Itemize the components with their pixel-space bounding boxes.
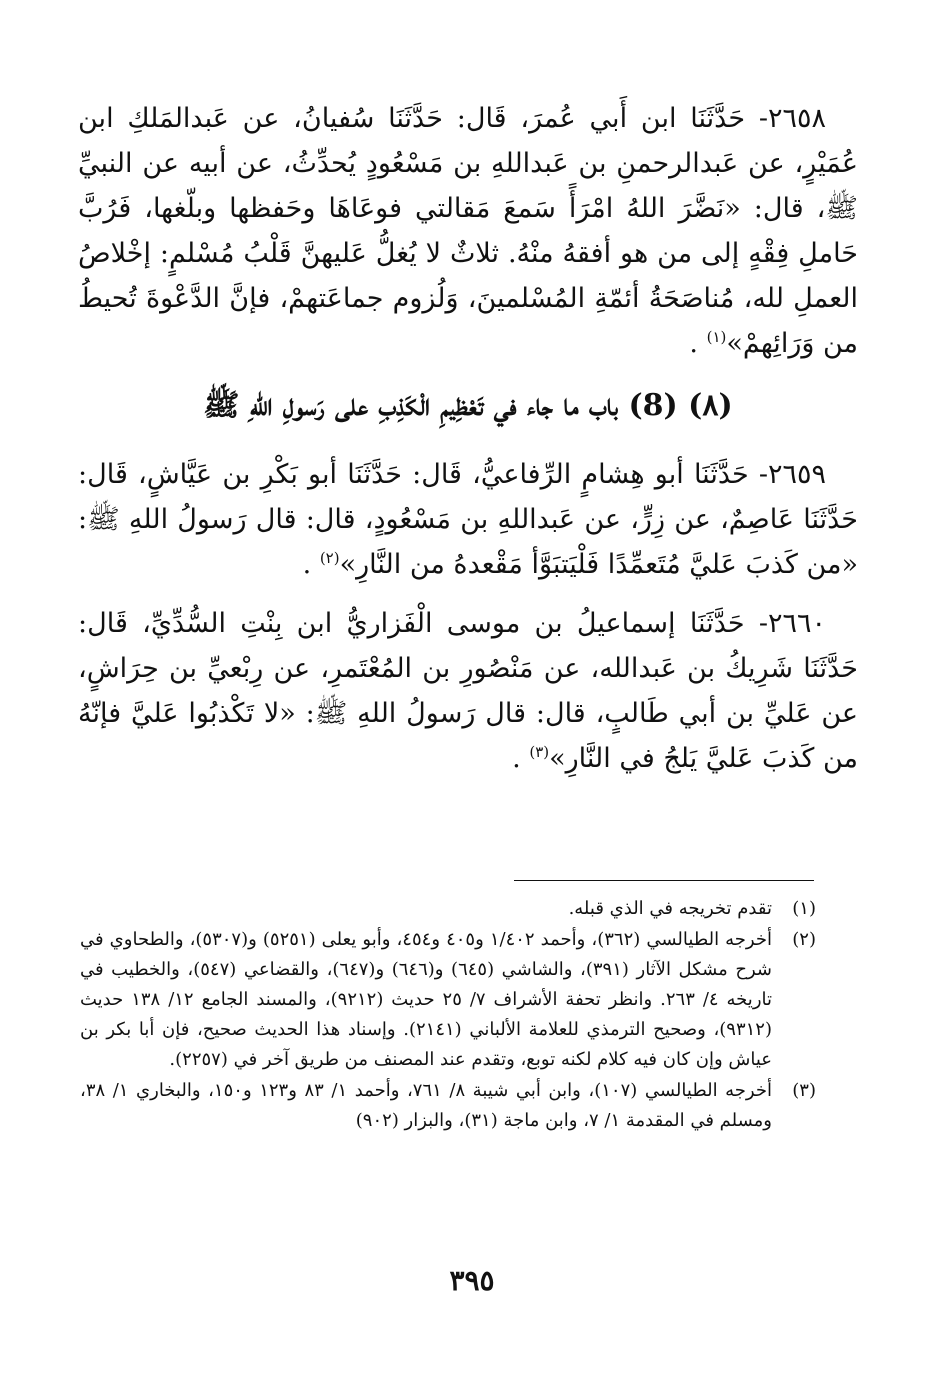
chapter-heading: (٨) (8) باب ما جاء في تَعْظِيمِ الْكَذِبِ على رَسولِ اللهِ ﷺ	[203, 388, 733, 423]
hadith-2658	[78, 96, 858, 366]
hadith-trail: .	[302, 549, 320, 580]
hadith-text: ٢٦٥٨- حَدَّثَنَا ابن أَبي عُمرَ، قَال: حَدَّثَنَا سُفيانُ، عن عَبدالمَلكِ ابن عُمَيْرٍ، عن عَبدالرحمنِ بن عَبداللهِ بن مَسْعُودٍ يُحدِّثُ، عن أبيه عن النبيِّ ﷺ، قال: «نَضَّرَ اللهُ امْرَأً سَمعَ مَقالتي فوعَاهَا وحَفظها وبلّغها، فَرُبَّ حَاملِ فِقْهٍ إلى من هو أفقهُ منْهُ. ثلاثٌ لا يُغلُّ عَليهنَّ قَلْبُ مُسْلمٍ: إخْلاصُ العملِ لله، مُناصَحَةُ أئمّةِ المُسْلمينَ، وَلُزوم جماعَتهمْ، فإنَّ الدَّعْوةَ تُحيطُ من وَرَائِهمْ»	[78, 103, 858, 359]
footnote-3	[80, 1076, 816, 1136]
footnote-ref: (٢)	[319, 549, 340, 567]
footnote-text: تقدم تخريجه في الذي قبله.	[568, 898, 772, 919]
footnote-2	[80, 925, 816, 1075]
footnote-ref: (١)	[706, 328, 727, 346]
footnote-number: (٢)	[792, 929, 816, 950]
hadith-trail: .	[689, 328, 707, 359]
footnote-1	[80, 894, 816, 924]
footnote-text: أخرجه الطيالسي (٣٦٢)، وأحمد ١/٤٠٢ و٤٠٥ و٤٥٤، وأبو يعلى (٥٢٥١) و(٥٣٠٧)، والطحاوي في شرح مشكل الآثار (٣٩١)، والشاشي (٦٤٥) و(٦٤٦) و(٦٤٧)، والقضاعي (٥٤٧)، والخطيب في تاريخه ٤/ ٢٦٣. وانظر تحفة الأشراف ٧/ ٢٥ حديث (٩٢١٢)، والمسند الجامع ١٢/ ١٣٨ حديث (٩٣١٢)، وصحيح الترمذي للعلامة الألباني (٢١٤١). وإسناد هذا الحديث صحيح، فإن أبا بكر بن عياش وإن كان فيه كلام لكنه توبع، وتقدم عند المصنف من طريق آخر في (٢٢٥٧).	[80, 929, 772, 1070]
footnote-text: أخرجه الطيالسي (١٠٧)، وابن أبي شيبة ٨/ ٧٦١، وأحمد ١/ ٨٣ و١٢٣ و١٥٠، والبخاري ١/ ٣٨، ومسلم في المقدمة ١/ ٧، وابن ماجة (٣١)، والبزار (٩٠٢)	[80, 1080, 772, 1131]
footnote-separator	[514, 880, 814, 881]
footnote-number: (١)	[792, 898, 816, 919]
hadith-text: ٢٦٥٩- حَدَّثَنَا أبو هِشامٍ الرِّفاعيُّ، قَال: حَدَّثَنَا أبو بَكْرِ بن عَيَّاشٍ، قَال: حَدَّثَنَا عَاصِمٌ، عن زِرٍّ، عن عَبداللهِ بن مَسْعُودٍ، قال: قال رَسولُ اللهِ ﷺ: «من كَذبَ عَليَّ مُتَعمِّدًا فَلْيَتبَوَّأ مَقْعدهُ من النَّارِ»	[78, 459, 858, 580]
footnotes	[80, 894, 816, 1137]
hadith-2660	[78, 601, 858, 781]
hadith-trail: .	[512, 743, 530, 774]
main-text	[78, 96, 858, 795]
footnote-number: (٣)	[792, 1080, 816, 1101]
hadith-2659	[78, 452, 858, 587]
footnote-ref: (٣)	[529, 743, 550, 761]
hadith-text: ٢٦٦٠- حَدَّثَنَا إسماعيلُ بن موسى الْفَزاريُّ ابن بِنْتِ السُّدِّيِّ، قَال: حَدَّثَنَا شَرِيكُ بن عَبدالله، عن مَنْصُورِ بن المُعْتَمرِ، عن رِبْعيِّ بن حِرَاشٍ، عن عَليِّ بن أبي طَالبٍ، قال: قال رَسولُ اللهِ ﷺ: «لا تَكْذبُوا عَليَّ فإنّهُ من كَذبَ عَليَّ يَلجُ في النَّارِ»	[78, 608, 858, 774]
page-number: ٣٩٥	[449, 1264, 495, 1297]
